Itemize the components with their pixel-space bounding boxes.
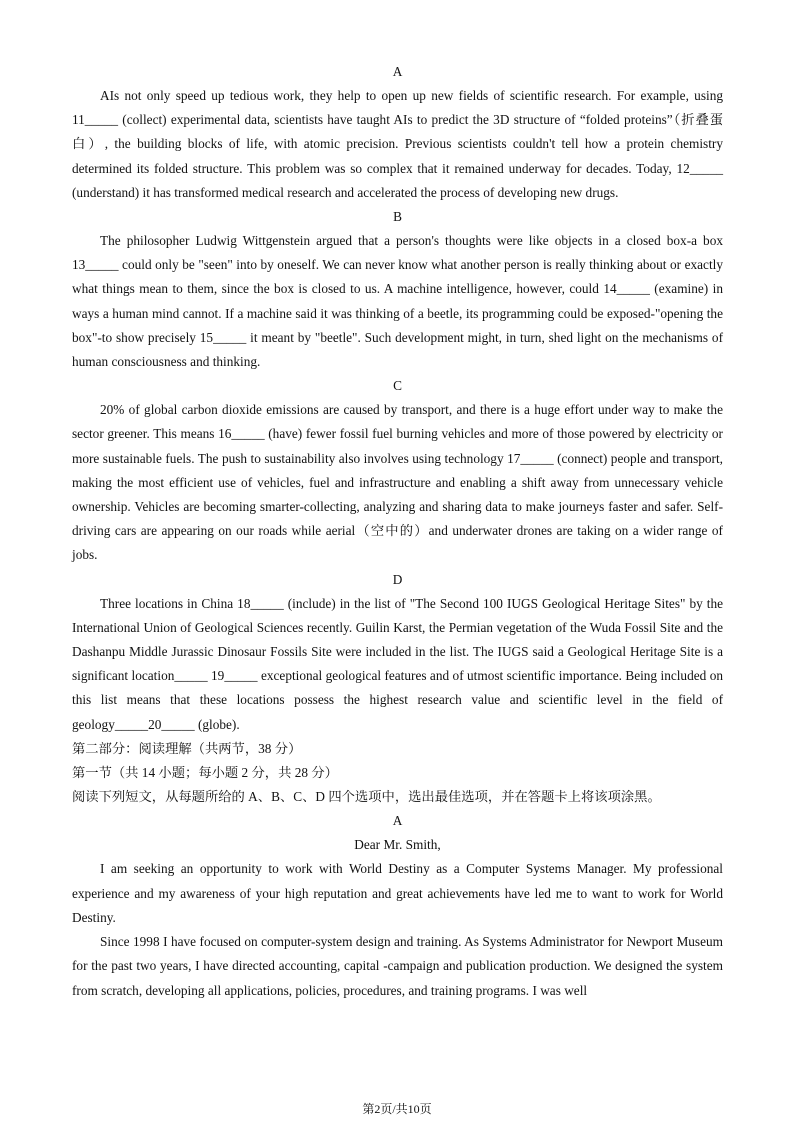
passage-a-heading: A xyxy=(392,813,403,829)
section-c-heading: C xyxy=(393,378,402,394)
page-content xyxy=(72,60,723,1003)
letter-salutation: Dear Mr. Smith, xyxy=(354,837,441,853)
part-two-title: 第二部分：阅读理解（共两节，38 分） xyxy=(72,740,302,756)
section-c-paragraph: 20% of global carbon dioxide emissions are caused by transport, and there is a huge effort under way to make the sector greener. This means 16_____ (have) fewer fossil fuel burning vehicles and more of those powered by electricity or more sustainable fuels. The push to sustainability also involves using technology 17_____ (connect) people and transport, making the most efficient use of vehicles, fuel and infrastructure and enabling a shift away from unnecessary vehicle ownership. Vehicles are becoming smarter-collecting, analyzing and sharing data to make journeys faster and safer. Self-driving cars are appearing on our roads while aerial（空中的）and underwater drones are taking on a wider range of jobs. xyxy=(72,402,723,563)
part-two-instruction: 阅读下列短文，从每题所给的 A、B、C、D 四个选项中，选出最佳选项，并在答题卡上将该项涂黑。 xyxy=(72,789,661,805)
page-footer: 第2页/共10页 xyxy=(362,1102,432,1116)
letter-paragraph-2: Since 1998 I have focused on computer-system design and training. As Systems Administrator for Newport Museum for the past two years, I have directed accounting, capital -campaign and publication production. We designed the system from scratch, developing all applications, policies, procedures, and training programs. I was well xyxy=(72,934,723,998)
section-b-paragraph: The philosopher Ludwig Wittgenstein argued that a person's thoughts were like objects in a closed box-a box 13_____ could only be "seen" into by oneself. We can never know what another person is really thinking about or exactly what things mean to them, since the box is closed to us. A machine intelligence, however, could 14_____ (examine) in ways a human mind cannot. If a machine said it was thinking of a beetle, its programming could be exposed-"opening the box"-to show precisely 15_____ it meant by "beetle". Such development might, in turn, shed light on the mechanisms of human consciousness and thinking. xyxy=(72,233,723,370)
letter-paragraph-1: I am seeking an opportunity to work with World Destiny as a Computer Systems Manager. My professional experience and my awareness of your high reputation and great achievements have led me to want to work for World Destiny. xyxy=(72,861,723,925)
section-d-paragraph: Three locations in China 18_____ (include) in the list of "The Second 100 IUGS Geological Heritage Sites" by the International Union of Geological Sciences recently. Guilin Karst, the Permian vegetation of the Wuda Fossil Site and the Dashanpu Middle Jurassic Dinosaur Fossils Site were included in the list. The IUGS said a Geological Heritage Site is a significant location_____ 19_____ exceptional geological features and of utmost scientific importance. Being included on this list means that these locations possess the highest research value and scientific level in the field of geology_____20_____ (globe). xyxy=(72,595,723,732)
part-two-section-one: 第一节（共 14 小题；每小题 2 分，共 28 分） xyxy=(72,765,338,781)
section-a-heading: A xyxy=(392,64,403,79)
section-b-heading: B xyxy=(393,209,402,225)
section-d-heading: D xyxy=(392,571,403,587)
section-a-paragraph: AIs not only speed up tedious work, they help to open up new fields of scientific research. For example, using 11_____ (collect) experimental data, scientists have taught AIs to predict the 3D structure of “folded proteins”（折叠蛋白）, the building blocks of life, with atomic precision. Previous scientists couldn't tell how a protein chemistry determined its folded structure. This problem was so complex that it remained underway for decades. Today, 12_____ (understand) it has transformed medical research and accelerated the process of developing new drugs. xyxy=(72,88,723,200)
